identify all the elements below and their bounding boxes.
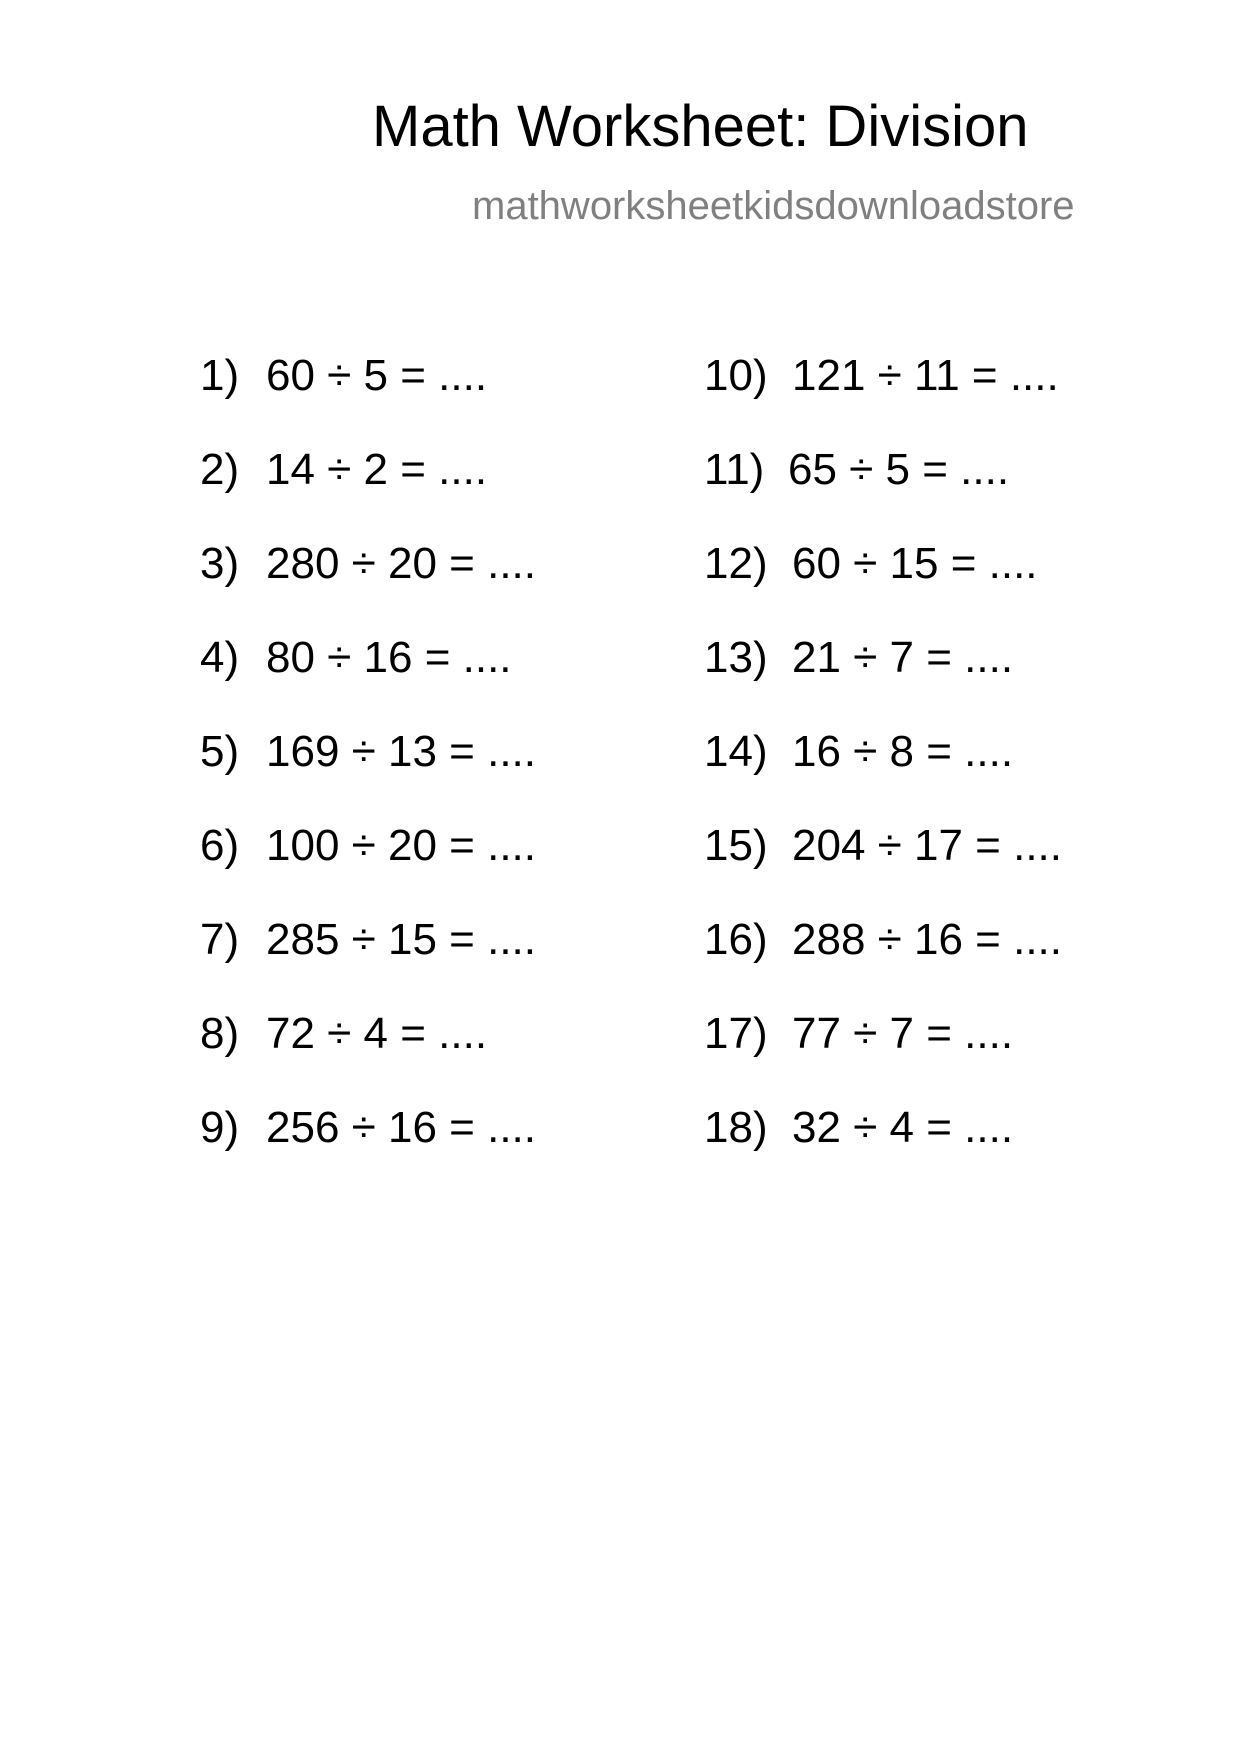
problem-number: 15)	[704, 821, 768, 870]
problem-number: 7)	[200, 915, 240, 964]
problem-expression: 16 ÷ 8 = ....	[792, 727, 1014, 776]
problem-item	[704, 1103, 1014, 1166]
page-subtitle: mathworksheetkidsdownloadstore	[472, 184, 1075, 228]
problem-item	[200, 1103, 536, 1166]
problem-item	[200, 351, 488, 414]
problem-item	[200, 445, 488, 508]
problem-expression: 60 ÷ 5 = ....	[266, 351, 488, 400]
problem-item	[200, 821, 536, 884]
problem-number: 8)	[200, 1009, 240, 1058]
problem-expression: 256 ÷ 16 = ....	[266, 1103, 536, 1152]
problem-number: 11)	[704, 445, 765, 494]
problem-number: 5)	[200, 727, 240, 776]
problem-expression: 77 ÷ 7 = ....	[792, 1009, 1014, 1058]
problem-item	[704, 633, 1014, 696]
problem-number: 1)	[200, 351, 240, 400]
problem-expression: 285 ÷ 15 = ....	[266, 915, 536, 964]
problem-item	[704, 915, 1062, 978]
problem-item	[704, 445, 1010, 508]
problem-item	[704, 727, 1014, 790]
problem-expression: 204 ÷ 17 = ....	[792, 821, 1062, 870]
problem-expression: 100 ÷ 20 = ....	[266, 821, 536, 870]
problem-item	[200, 539, 536, 602]
problem-number: 12)	[704, 539, 768, 588]
problem-expression: 21 ÷ 7 = ....	[792, 633, 1014, 682]
problem-expression: 80 ÷ 16 = ....	[266, 633, 512, 682]
problem-expression: 60 ÷ 15 = ....	[792, 539, 1038, 588]
problem-item	[704, 351, 1059, 414]
problem-number: 13)	[704, 633, 768, 682]
problem-number: 18)	[704, 1103, 768, 1152]
problem-item	[704, 539, 1038, 602]
problem-item	[200, 633, 512, 696]
problem-number: 4)	[200, 633, 240, 682]
problem-number: 6)	[200, 821, 240, 870]
problem-expression: 288 ÷ 16 = ....	[792, 915, 1062, 964]
problem-number: 10)	[704, 351, 768, 400]
problem-expression: 121 ÷ 11 = ....	[792, 351, 1059, 400]
problem-number: 2)	[200, 445, 240, 494]
problem-item	[704, 1009, 1014, 1072]
problem-number: 17)	[704, 1009, 768, 1058]
problem-item	[704, 821, 1062, 884]
problem-number: 9)	[200, 1103, 240, 1152]
problem-expression: 32 ÷ 4 = ....	[792, 1103, 1014, 1152]
problem-expression: 72 ÷ 4 = ....	[266, 1009, 488, 1058]
problem-expression: 14 ÷ 2 = ....	[266, 445, 488, 494]
problem-item	[200, 915, 536, 978]
problem-expression: 65 ÷ 5 = ....	[788, 445, 1010, 494]
problem-expression: 169 ÷ 13 = ....	[266, 727, 536, 776]
page-title: Math Worksheet: Division	[372, 94, 1029, 159]
problem-number: 14)	[704, 727, 768, 776]
problem-number: 3)	[200, 539, 240, 588]
problem-expression: 280 ÷ 20 = ....	[266, 539, 536, 588]
problem-item	[200, 1009, 488, 1072]
problem-item	[200, 727, 536, 790]
problem-number: 16)	[704, 915, 768, 964]
